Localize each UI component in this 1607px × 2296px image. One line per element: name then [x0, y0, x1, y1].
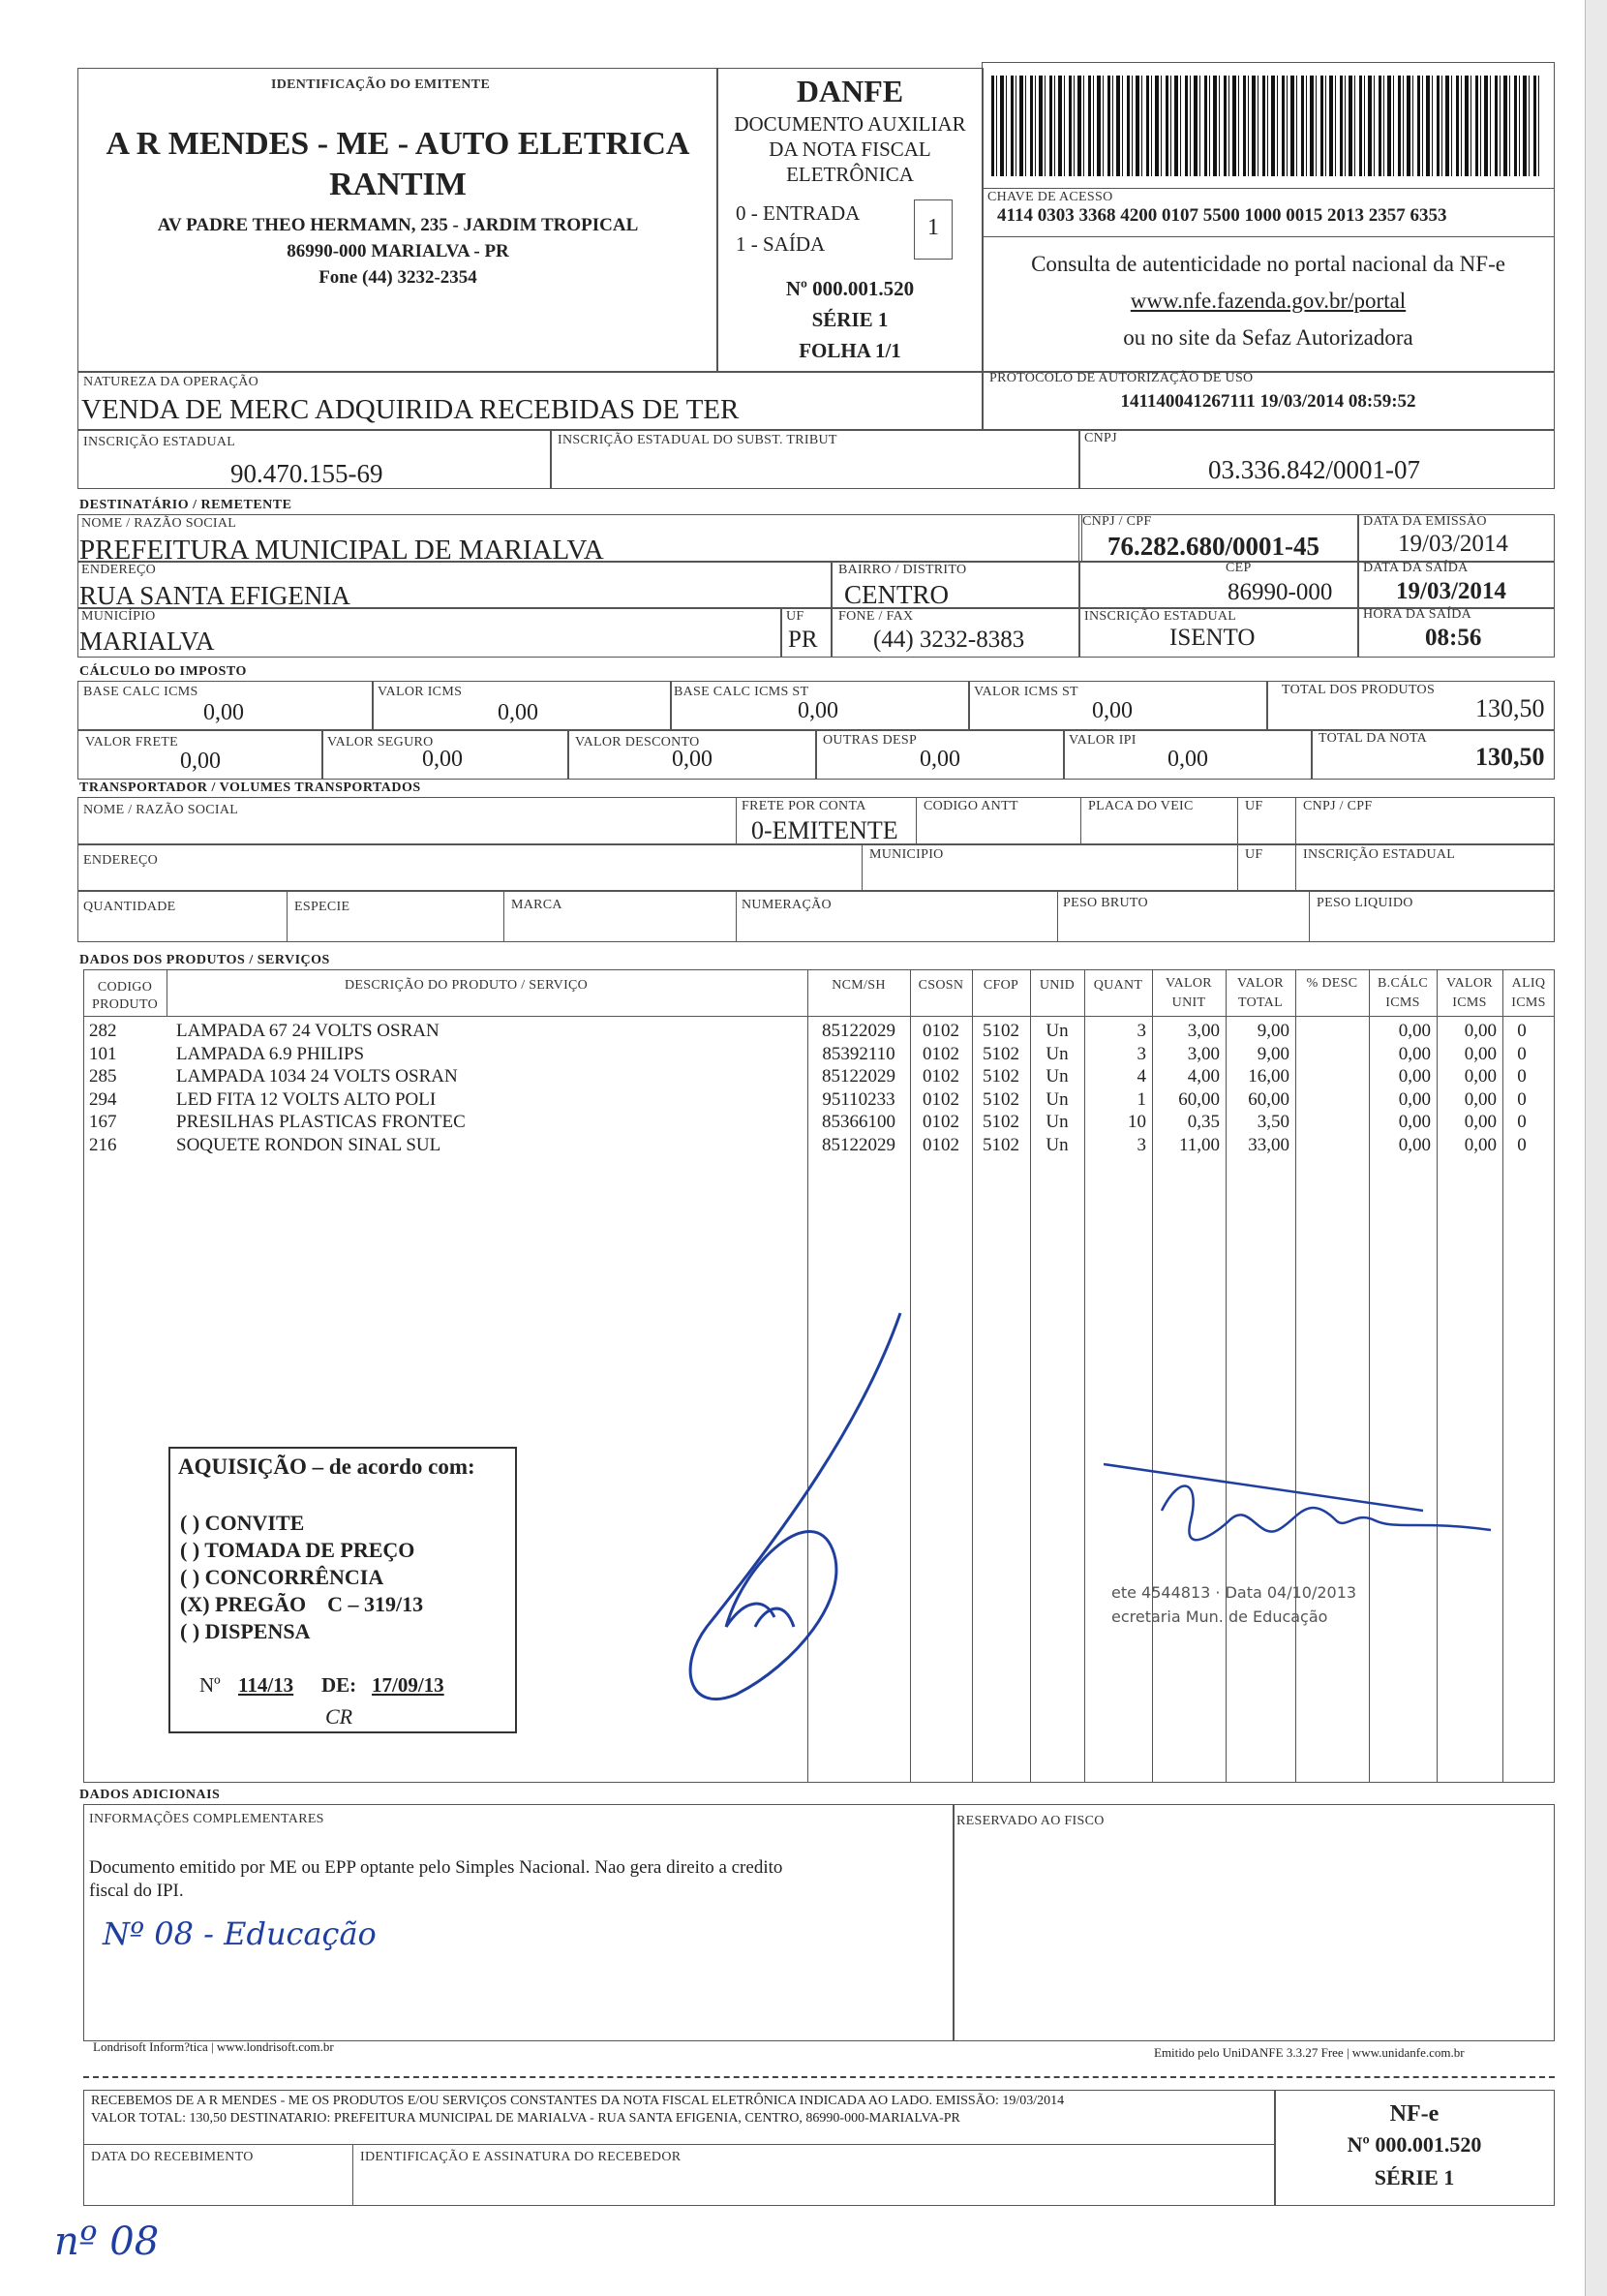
- cell-cfop: 5102: [983, 1021, 1019, 1041]
- cell-total: 9,00: [1257, 1043, 1289, 1064]
- base-icms-label: BASE CALC ICMS: [83, 685, 198, 699]
- total-nota-label: TOTAL DA NOTA: [1319, 731, 1428, 746]
- dest-cnpj-label: CNPJ / CPF: [1082, 514, 1152, 529]
- cell-codigo: 216: [89, 1134, 117, 1155]
- stamp-opt-5: ( ) DISPENSA: [180, 1619, 311, 1643]
- aquisicao-stamp: [168, 1447, 517, 1733]
- danfe-numero: Nº 000.001.520: [785, 277, 915, 300]
- cell-cfop: 5102: [983, 1134, 1019, 1155]
- fisco-label: RESERVADO AO FISCO: [956, 1814, 1105, 1828]
- chave-divider-2: [982, 236, 1555, 237]
- hdr-valor-unit-1: VALOR: [1166, 976, 1212, 991]
- hdr-descricao: DESCRIÇÃO DO PRODUTO / SERVIÇO: [345, 978, 589, 993]
- base-st-label: BASE CALC ICMS ST: [674, 685, 809, 699]
- total-produtos-value: 130,50: [1475, 694, 1545, 722]
- transp-div-11: [736, 890, 737, 942]
- hdr-ncm: NCM/SH: [832, 978, 886, 993]
- cell-unid: Un: [1046, 1088, 1069, 1110]
- seguro-label: VALOR SEGURO: [327, 735, 434, 750]
- adicionais-section-label: DADOS ADICIONAIS: [79, 1788, 221, 1802]
- outras-label: OUTRAS DESP: [823, 733, 918, 748]
- dest-nome-label: NOME / RAZÃO SOCIAL: [81, 516, 237, 531]
- stamp-initials: CR: [325, 1704, 353, 1729]
- hdr-bcalc-2: ICMS: [1385, 995, 1420, 1010]
- dest-saida-label: DATA DA SAÍDA: [1363, 561, 1469, 575]
- cell-quant: 1: [1137, 1088, 1146, 1110]
- base-icms-value: 0,00: [203, 700, 244, 725]
- hdr-valor-total-2: TOTAL: [1237, 995, 1283, 1010]
- cell-aliq: 0: [1517, 1134, 1527, 1155]
- dest-emissao-label: DATA DA EMISSÃO: [1363, 514, 1487, 529]
- footer-right: Emitido pelo UniDANFE 3.3.27 Free | www.unidanfe.com.br: [1154, 2045, 1465, 2060]
- cell-unit: 0,35: [1187, 1112, 1220, 1132]
- transp-frete-label: FRETE POR CONTA: [742, 799, 866, 813]
- transp-peso-liquido-label: PESO LIQUIDO: [1317, 896, 1413, 910]
- cell-ncm: 85122029: [822, 1066, 895, 1087]
- transp-antt-label: CODIGO ANTT: [924, 799, 1018, 813]
- info-line2: fiscal do IPI.: [89, 1881, 184, 1901]
- ie-value: 90.470.155-69: [230, 459, 383, 488]
- cell-quant: 10: [1128, 1112, 1146, 1132]
- info-line1: Documento emitido por ME ou EPP optante pelo Simples Nacional. Nao gera direito a credito: [89, 1857, 783, 1878]
- transp-div-3: [1080, 797, 1081, 845]
- dest-uf-label: UF: [786, 609, 804, 624]
- imposto-section-label: CÁLCULO DO IMPOSTO: [79, 664, 247, 679]
- cell-vicms: 0,00: [1464, 1043, 1497, 1064]
- transp-div-6: [862, 843, 863, 892]
- transp-municipio-label: MUNICIPIO: [869, 847, 944, 862]
- transp-peso-bruto-label: PESO BRUTO: [1063, 896, 1148, 910]
- cell-total: 9,00: [1257, 1021, 1289, 1041]
- hdr-codigo-2: PRODUTO: [92, 997, 158, 1012]
- dest-hora-value: 08:56: [1425, 625, 1482, 651]
- transp-uf2-label: UF: [1245, 847, 1263, 862]
- consulta-line-3: ou no site da Sefaz Autorizadora: [1123, 325, 1413, 350]
- canhoto-col-divider: [352, 2144, 353, 2206]
- cell-csosn: 0102: [923, 1134, 959, 1155]
- cell-unid: Un: [1046, 1134, 1069, 1155]
- cell-unid: Un: [1046, 1021, 1069, 1041]
- cell-csosn: 0102: [923, 1088, 959, 1110]
- canhoto-data-label: DATA DO RECEBIMENTO: [91, 2150, 254, 2164]
- ipi-value: 0,00: [1167, 747, 1208, 772]
- canhoto-text-2: VALOR TOTAL: 130,50 DESTINATARIO: PREFEITURA MUNICIPAL DE MARIALVA - RUA SANTA EFIGENIA, CENTRO, 86990-000-MARIALVA-PR: [91, 2111, 960, 2126]
- emitente-name-line2: RANTIM: [329, 167, 467, 202]
- seguro-value: 0,00: [422, 747, 463, 772]
- valor-icms-value: 0,00: [498, 700, 538, 725]
- emitente-name-line1: A R MENDES - ME - AUTO ELETRICA: [106, 126, 690, 162]
- cell-aliq: 0: [1517, 1043, 1527, 1064]
- transp-cnpj-label: CNPJ / CPF: [1303, 799, 1373, 813]
- stamp-opt-1: ( ) CONVITE: [180, 1511, 305, 1535]
- info-handwritten: Nº 08 - Educação: [103, 1915, 377, 1952]
- transp-ie-label: INSCRIÇÃO ESTADUAL: [1303, 847, 1456, 862]
- stamp-opt-4: (X) PREGÃO C – 319/13: [180, 1592, 424, 1616]
- cell-bcalc: 0,00: [1398, 1021, 1431, 1041]
- ie-st-label: INSCRIÇÃO ESTADUAL DO SUBST. TRIBUT: [558, 433, 837, 447]
- cell-cfop: 5102: [983, 1112, 1019, 1132]
- cell-quant: 3: [1137, 1134, 1146, 1155]
- dest-cep-label: CEP: [1226, 561, 1252, 575]
- transp-placa-label: PLACA DO VEIC: [1088, 799, 1194, 813]
- emitente-city: 86990-000 MARIALVA - PR: [287, 241, 509, 261]
- produtos-section-label: DADOS DOS PRODUTOS / SERVIÇOS: [79, 953, 330, 967]
- transp-marca-label: MARCA: [511, 898, 562, 912]
- emitente-section-label: IDENTIFICAÇÃO DO EMITENTE: [271, 77, 491, 92]
- base-st-value: 0,00: [798, 698, 838, 723]
- desconto-label: VALOR DESCONTO: [575, 735, 700, 750]
- hdr-cfop: CFOP: [983, 978, 1019, 993]
- svg-text:ete 4544813 · Data 04/10/2013: ete 4544813 · Data 04/10/2013: [1111, 1583, 1357, 1602]
- transporte-section-label: TRANSPORTADOR / VOLUMES TRANSPORTADOS: [79, 781, 421, 795]
- dest-municipio-label: MUNICÍPIO: [81, 609, 156, 624]
- cell-bcalc: 0,00: [1398, 1134, 1431, 1155]
- cell-aliq: 0: [1517, 1088, 1527, 1110]
- cell-unid: Un: [1046, 1066, 1069, 1087]
- dest-fone-value: (44) 3232-8383: [873, 627, 1025, 653]
- hdr-quant: QUANT: [1093, 978, 1143, 993]
- cell-ncm: 85366100: [822, 1112, 895, 1132]
- transp-div-13: [1309, 890, 1310, 942]
- danfe-subtitle-2: DA NOTA FISCAL: [769, 138, 931, 161]
- consulta-line-1: Consulta de autenticidade no portal nacional da NF-e: [1031, 252, 1505, 276]
- cell-vicms: 0,00: [1464, 1134, 1497, 1155]
- cell-aliq: 0: [1517, 1066, 1527, 1087]
- frete-label: VALOR FRETE: [85, 735, 178, 750]
- cell-codigo: 167: [89, 1112, 117, 1132]
- protocolo-label: PROTOCOLO DE AUTORIZAÇÃO DE USO: [989, 371, 1254, 385]
- frete-value: 0,00: [180, 749, 221, 774]
- transp-endereco-label: ENDEREÇO: [83, 853, 159, 868]
- hdr-bcalc-1: B.CÁLC: [1378, 976, 1428, 991]
- protocolo-value: 141140041267111 19/03/2014 08:59:52: [1120, 391, 1416, 412]
- valor-st-value: 0,00: [1092, 698, 1133, 723]
- cell-codigo: 101: [89, 1043, 117, 1064]
- cell-unid: Un: [1046, 1043, 1069, 1064]
- footer-left: Londrisoft Inform?tica | www.londrisoft.com.br: [93, 2039, 334, 2054]
- emitente-address: AV PADRE THEO HERMAMN, 235 - JARDIM TROPICAL: [157, 215, 639, 235]
- stamp-numero-prefix: Nº: [199, 1673, 221, 1697]
- natureza-label: NATUREZA DA OPERAÇÃO: [83, 375, 259, 389]
- page-edge: [1585, 0, 1607, 2296]
- emitente-phone: Fone (44) 3232-2354: [318, 267, 477, 288]
- cell-unid: Un: [1046, 1112, 1069, 1132]
- hdr-valor-unit-2: UNIT: [1171, 995, 1206, 1010]
- danfe-serie: SÉRIE 1: [811, 308, 889, 331]
- dest-nome-value: PREFEITURA MUNICIPAL DE MARIALVA: [79, 535, 604, 566]
- canhoto-numero: Nº 000.001.520: [1347, 2132, 1482, 2157]
- natureza-value: VENDA DE MERC ADQUIRIDA RECEBIDAS DE TER: [81, 394, 740, 425]
- danfe-entrada: 0 - ENTRADA: [736, 201, 861, 225]
- hdr-unid: UNID: [1039, 978, 1076, 993]
- transp-frete-value: 0-EMITENTE: [751, 816, 898, 844]
- transp-nome-label: NOME / RAZÃO SOCIAL: [83, 803, 239, 817]
- transp-div-8: [1295, 843, 1296, 892]
- cell-cfop: 5102: [983, 1043, 1019, 1064]
- transp-div-9: [287, 890, 288, 942]
- danfe-folha: FOLHA 1/1: [799, 339, 901, 362]
- chave-divider: [982, 188, 1555, 189]
- cell-ncm: 85122029: [822, 1134, 895, 1155]
- hdr-aliq-1: ALIQ: [1511, 976, 1546, 991]
- cell-ncm: 85392110: [822, 1043, 895, 1064]
- cell-bcalc: 0,00: [1398, 1112, 1431, 1132]
- dest-bairro-label: BAIRRO / DISTRITO: [838, 563, 967, 577]
- total-nota-value: 130,50: [1475, 743, 1545, 771]
- cell-csosn: 0102: [923, 1021, 959, 1041]
- danfe-subtitle-1: DOCUMENTO AUXILIAR: [734, 112, 966, 136]
- cut-line: [83, 2076, 1555, 2078]
- cell-codigo: 285: [89, 1066, 117, 1087]
- cell-bcalc: 0,00: [1398, 1088, 1431, 1110]
- cell-descricao: PRESILHAS PLASTICAS FRONTEC: [176, 1112, 466, 1132]
- chave-value: 4114 0303 3368 4200 0107 5500 1000 0015 2013 2357 6353: [997, 205, 1447, 226]
- cnpj-emit-value: 03.336.842/0001-07: [1208, 455, 1420, 484]
- svg-text:ecretaria Mun. de Educação: ecretaria Mun. de Educação: [1111, 1607, 1328, 1626]
- cell-unit: 4,00: [1187, 1066, 1220, 1087]
- transp-especie-label: ESPECIE: [294, 900, 350, 914]
- canhoto-nfe: NF-e: [1389, 2101, 1440, 2127]
- danfe-tipo: 1: [927, 215, 939, 240]
- stamp-title: AQUISIÇÃO – de acordo com:: [178, 1454, 475, 1479]
- hdr-vicms-2: ICMS: [1452, 995, 1487, 1010]
- dest-bairro-value: CENTRO: [844, 580, 949, 609]
- transp-div-5: [1295, 797, 1296, 845]
- cell-descricao: LED FITA 12 VOLTS ALTO POLI: [176, 1088, 437, 1110]
- cell-csosn: 0102: [923, 1066, 959, 1087]
- cell-ncm: 95110233: [822, 1088, 895, 1110]
- cell-vicms: 0,00: [1464, 1088, 1497, 1110]
- cell-unit: 60,00: [1178, 1088, 1220, 1110]
- chave-label: CHAVE DE ACESSO: [987, 190, 1113, 204]
- transp-numeracao-label: NUMERAÇÃO: [742, 898, 832, 912]
- canhoto-serie: SÉRIE 1: [1374, 2165, 1455, 2189]
- total-produtos-label: TOTAL DOS PRODUTOS: [1282, 683, 1436, 697]
- transp-quantidade-label: QUANTIDADE: [83, 900, 176, 914]
- danfe-saida: 1 - SAÍDA: [736, 232, 826, 256]
- col-div-desc: [1295, 969, 1296, 1783]
- cell-quant: 3: [1137, 1021, 1146, 1041]
- canhoto-text-1: RECEBEMOS DE A R MENDES - ME OS PRODUTOS E/OU SERVIÇOS CONSTANTES DA NOTA FISCAL ELETRÔNICA INDICADA AO LADO. EMISSÃO: 19/03/2014: [91, 2094, 1065, 2108]
- cell-ncm: 85122029: [822, 1021, 895, 1041]
- cell-descricao: LAMPADA 67 24 VOLTS OSRAN: [176, 1021, 440, 1041]
- dest-municipio-value: MARIALVA: [79, 627, 215, 656]
- dest-fone-label: FONE / FAX: [838, 609, 914, 624]
- cell-vicms: 0,00: [1464, 1112, 1497, 1132]
- cell-descricao: SOQUETE RONDON SINAL SUL: [176, 1134, 441, 1155]
- cell-unit: 3,00: [1187, 1021, 1220, 1041]
- consulta-url-link[interactable]: www.nfe.fazenda.gov.br/portal: [1130, 289, 1407, 313]
- cell-cfop: 5102: [983, 1066, 1019, 1087]
- cell-descricao: LAMPADA 6.9 PHILIPS: [176, 1043, 365, 1064]
- dest-ie-value: ISENTO: [1169, 625, 1256, 651]
- cell-vicms: 0,00: [1464, 1066, 1497, 1087]
- transp-div-2: [916, 797, 917, 845]
- transp-div-4: [1237, 797, 1238, 845]
- stamp-opt-2: ( ) TOMADA DE PREÇO: [180, 1538, 415, 1562]
- danfe-subtitle-3: ELETRÔNICA: [786, 163, 914, 186]
- hdr-vicms-1: VALOR: [1446, 976, 1493, 991]
- hdr-csosn: CSOSN: [918, 978, 964, 993]
- valor-icms-label: VALOR ICMS: [378, 685, 463, 699]
- cell-total: 33,00: [1248, 1134, 1289, 1155]
- danfe-title: DANFE: [796, 74, 904, 108]
- dest-cnpj-value: 76.282.680/0001-45: [1107, 532, 1319, 561]
- dest-emissao-value: 19/03/2014: [1398, 531, 1508, 557]
- hdr-aliq-2: ICMS: [1511, 995, 1546, 1010]
- cell-unit: 3,00: [1187, 1043, 1220, 1064]
- stamp-opt-3: ( ) CONCORRÊNCIA: [180, 1565, 384, 1589]
- signature-left-icon: [668, 1307, 958, 1733]
- fisco-box: [953, 1804, 1555, 2041]
- dest-uf-value: PR: [788, 627, 818, 653]
- info-label: INFORMAÇÕES COMPLEMENTARES: [89, 1812, 324, 1826]
- cell-bcalc: 0,00: [1398, 1066, 1431, 1087]
- cell-unit: 11,00: [1178, 1134, 1220, 1155]
- hdr-valor-total-1: VALOR: [1237, 976, 1284, 991]
- desconto-value: 0,00: [672, 747, 713, 772]
- produtos-header-divider: [83, 1016, 1555, 1017]
- dest-endereco-value: RUA SANTA EFIGENIA: [79, 581, 350, 610]
- ipi-label: VALOR IPI: [1069, 733, 1137, 748]
- outras-value: 0,00: [920, 747, 960, 772]
- transp-uf-label: UF: [1245, 799, 1263, 813]
- transp-div-7: [1237, 843, 1238, 892]
- dest-endereco-label: ENDEREÇO: [81, 563, 157, 577]
- cell-total: 60,00: [1248, 1088, 1289, 1110]
- cell-cfop: 5102: [983, 1088, 1019, 1110]
- cell-csosn: 0102: [923, 1043, 959, 1064]
- cell-bcalc: 0,00: [1398, 1043, 1431, 1064]
- dest-ie-label: INSCRIÇÃO ESTADUAL: [1084, 609, 1237, 624]
- canhoto-divider: [83, 2144, 1276, 2145]
- transp-div-10: [503, 890, 504, 942]
- cell-aliq: 0: [1517, 1112, 1527, 1132]
- signature-right-icon: [1104, 1453, 1510, 1637]
- cnpj-emit-label: CNPJ: [1084, 431, 1117, 445]
- canhoto-ident-label: IDENTIFICAÇÃO E ASSINATURA DO RECEBEDOR: [360, 2150, 682, 2164]
- cell-csosn: 0102: [923, 1112, 959, 1132]
- cell-aliq: 0: [1517, 1021, 1527, 1041]
- stamp-data: 17/09/13: [372, 1673, 444, 1697]
- stamp-numero: 114/13: [238, 1673, 294, 1697]
- handwritten-bottom: nº 08: [54, 2219, 160, 2264]
- cell-codigo: 282: [89, 1021, 117, 1041]
- cell-vicms: 0,00: [1464, 1021, 1497, 1041]
- transp-div-12: [1057, 890, 1058, 942]
- cell-total: 3,50: [1257, 1112, 1289, 1132]
- dest-saida-value: 19/03/2014: [1396, 578, 1506, 604]
- cell-codigo: 294: [89, 1088, 117, 1110]
- ie-label: INSCRIÇÃO ESTADUAL: [83, 435, 236, 449]
- hdr-codigo-1: CODIGO: [97, 980, 153, 995]
- destinatario-section-label: DESTINATÁRIO / REMETENTE: [79, 498, 292, 512]
- hdr-desc: % DESC: [1306, 976, 1358, 991]
- stamp-de-prefix: DE:: [321, 1673, 357, 1697]
- cell-total: 16,00: [1248, 1066, 1289, 1087]
- dest-hora-label: HORA DA SAÍDA: [1363, 607, 1472, 622]
- cell-quant: 4: [1137, 1066, 1146, 1087]
- cell-quant: 3: [1137, 1043, 1146, 1064]
- barcode-image: [991, 76, 1541, 176]
- valor-st-label: VALOR ICMS ST: [974, 685, 1078, 699]
- dest-cep-value: 86990-000: [1228, 579, 1333, 605]
- transp-div-1: [736, 797, 737, 845]
- cell-descricao: LAMPADA 1034 24 VOLTS OSRAN: [176, 1066, 458, 1087]
